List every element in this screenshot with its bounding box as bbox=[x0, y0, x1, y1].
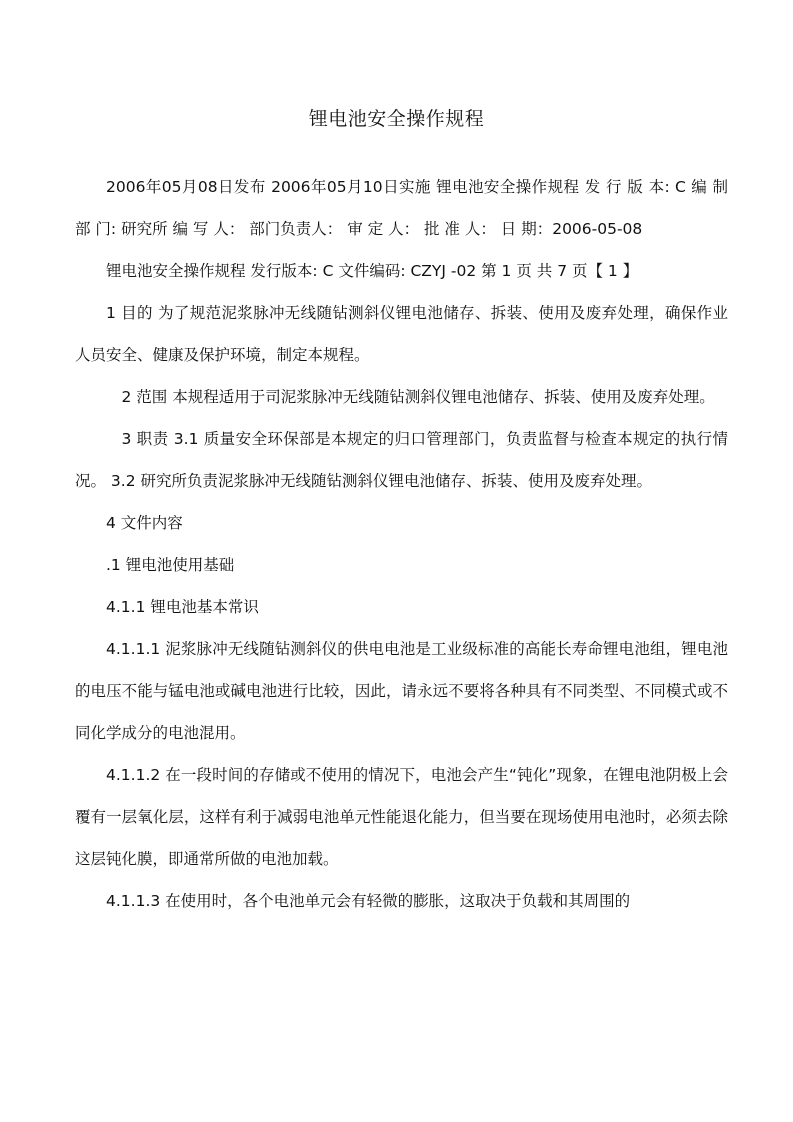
section-4-1-heading: .1 锂电池使用基础 bbox=[106, 556, 235, 574]
document-title: 锂电池安全操作规程 bbox=[308, 108, 485, 130]
section-4-1-1-1-paragraph: 4.1.1.1 泥浆脉冲无线随钻测斜仪的供电电池是工业级标准的高能长寿命锂电池组，锂电池的电压不能与锰电池或碱电池进行比较，因此，请永远不要将各种具有不同类型、不同模式或不同化学成分的电池混用。 bbox=[75, 640, 728, 742]
section-3-responsibilities: 3 职责 3.1 质量安全环保部是本规定的归口管理部门，负责监督与检查本规定的执行情况。 3.2 研究所负责泥浆脉冲无线随钻测斜仪锂电池储存、拆装、使用及废弃处理。 bbox=[75, 430, 728, 490]
section-1-purpose: 1 目的 为了规范泥浆脉冲无线随钻测斜仪锂电池储存、拆装、使用及废弃处理，确保作业人员安全、健康及保护环境，制定本规程。 bbox=[75, 304, 728, 364]
document-body bbox=[75, 166, 728, 922]
header-info-paragraph: 2006年05月08日发布 2006年05月10日实施 锂电池安全操作规程 发 行 版 本: C 编 制 部 门: 研究所 编 写 人： 部门负责人： 审 定 人： 批 准 人： 日 期：2006-05-08 bbox=[75, 178, 728, 238]
section-4-1-1-3-paragraph: 4.1.1.3 在使用时，各个电池单元会有轻微的膨胀，这取决于负载和其周围的 bbox=[106, 892, 631, 910]
page-info-paragraph: 锂电池安全操作规程 发行版本: C 文件编码: CZYJ -02 第 1 页 共 7 页【 1 】 bbox=[106, 262, 639, 280]
section-2-scope: 2 范围 本规程适用于司泥浆脉冲无线随钻测斜仪锂电池储存、拆装、使用及废弃处理。 bbox=[121, 388, 715, 406]
section-4-heading: 4 文件内容 bbox=[106, 514, 183, 532]
section-4-1-1-2-paragraph: 4.1.1.2 在一段时间的存储或不使用的情况下，电池会产生“钝化”现象，在锂电池阴极上会覆有一层氧化层，这样有利于减弱电池单元性能退化能力，但当要在现场使用电池时，必须去除这层钝化膜，即通常所做的电池加载。 bbox=[75, 766, 728, 868]
section-4-1-1-heading: 4.1.1 锂电池基本常识 bbox=[106, 598, 259, 616]
